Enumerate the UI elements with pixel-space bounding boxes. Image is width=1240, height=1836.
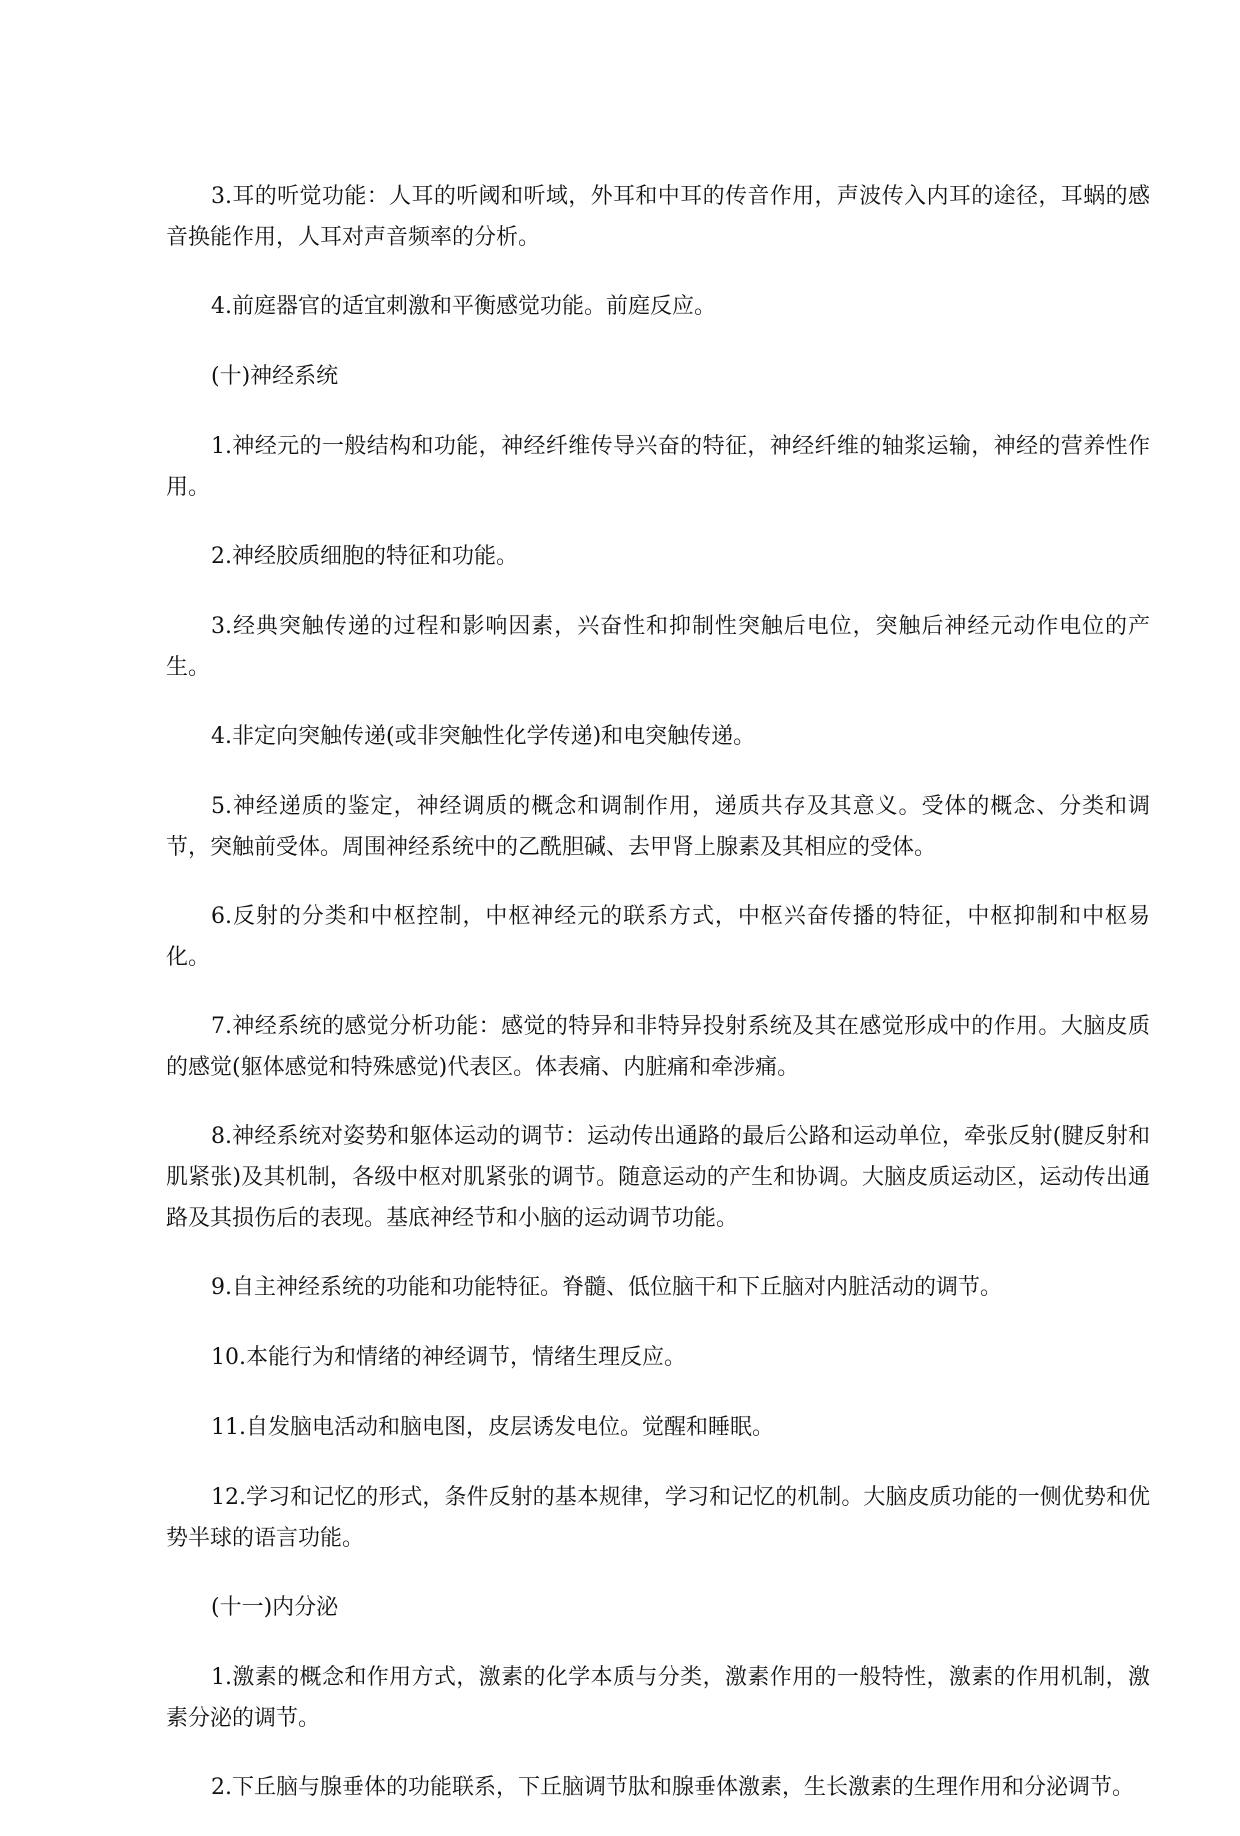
paragraph-reflex-classification: 6.反射的分类和中枢控制，中枢神经元的联系方式，中枢兴奋传播的特征，中枢抑制和中枢易化。 [166, 904, 1150, 970]
paragraph-nondirectional-synapse: 4.非定向突触传递(或非突触性化学传递)和电突触传递。 [211, 724, 756, 749]
section-heading-endocrine: (十一)内分泌 [211, 1595, 339, 1620]
paragraph-hormone-concept: 1.激素的概念和作用方式，激素的化学本质与分类，激素作用的一般特性，激素的作用机制，激素分泌的调节。 [166, 1665, 1150, 1731]
section-heading-nervous-system: (十)神经系统 [211, 364, 339, 389]
document-body [166, 176, 1150, 1836]
paragraph-neurotransmitters: 5.神经递质的鉴定，神经调质的概念和调制作用，递质共存及其意义。受体的概念、分类和调节，突触前受体。周围神经系统中的乙酰胆碱、去甲肾上腺素及其相应的受体。 [166, 794, 1150, 860]
paragraph-glial-cells: 2.神经胶质细胞的特征和功能。 [211, 544, 518, 569]
paragraph-instinct-emotion: 10.本能行为和情绪的神经调节，情绪生理反应。 [211, 1345, 686, 1370]
paragraph-vestibular-organ: 4.前庭器官的适宜刺激和平衡感觉功能。前庭反应。 [211, 294, 716, 319]
paragraph-sensory-analysis: 7.神经系统的感觉分析功能：感觉的特异和非特异投射系统及其在感觉形成中的作用。大脑皮质的感觉(躯体感觉和特殊感觉)代表区。体表痛、内脏痛和牵涉痛。 [166, 1014, 1150, 1080]
paragraph-eeg-sleep: 11.自发脑电活动和脑电图，皮层诱发电位。觉醒和睡眠。 [211, 1415, 774, 1440]
paragraph-synaptic-transmission: 3.经典突触传递的过程和影响因素，兴奋性和抑制性突触后电位，突触后神经元动作电位的产生。 [166, 614, 1150, 680]
paragraph-hypothalamus-pituitary: 2.下丘脑与腺垂体的功能联系，下丘脑调节肽和腺垂体激素，生长激素的生理作用和分泌调节。 [211, 1775, 1134, 1800]
paragraph-motor-regulation: 8.神经系统对姿势和躯体运动的调节：运动传出通路的最后公路和运动单位，牵张反射(腱反射和肌紧张)及其机制，各级中枢对肌紧张的调节。随意运动的产生和协调。大脑皮质运动区，运动传出通路及其损伤后的表现。基底神经节和小脑的运动调节功能。 [166, 1124, 1150, 1231]
paragraph-hearing-function: 3.耳的听觉功能：人耳的听阈和听域，外耳和中耳的传音作用，声波传入内耳的途径，耳蜗的感音换能作用，人耳对声音频率的分析。 [166, 184, 1150, 250]
paragraph-neuron-structure: 1.神经元的一般结构和功能，神经纤维传导兴奋的特征，神经纤维的轴浆运输，神经的营养性作用。 [166, 434, 1150, 500]
paragraph-autonomic-system: 9.自主神经系统的功能和功能特征。脊髓、低位脑干和下丘脑对内脏活动的调节。 [211, 1275, 1002, 1300]
paragraph-learning-memory: 12.学习和记忆的形式，条件反射的基本规律，学习和记忆的机制。大脑皮质功能的一侧优势和优势半球的语言功能。 [166, 1485, 1150, 1551]
